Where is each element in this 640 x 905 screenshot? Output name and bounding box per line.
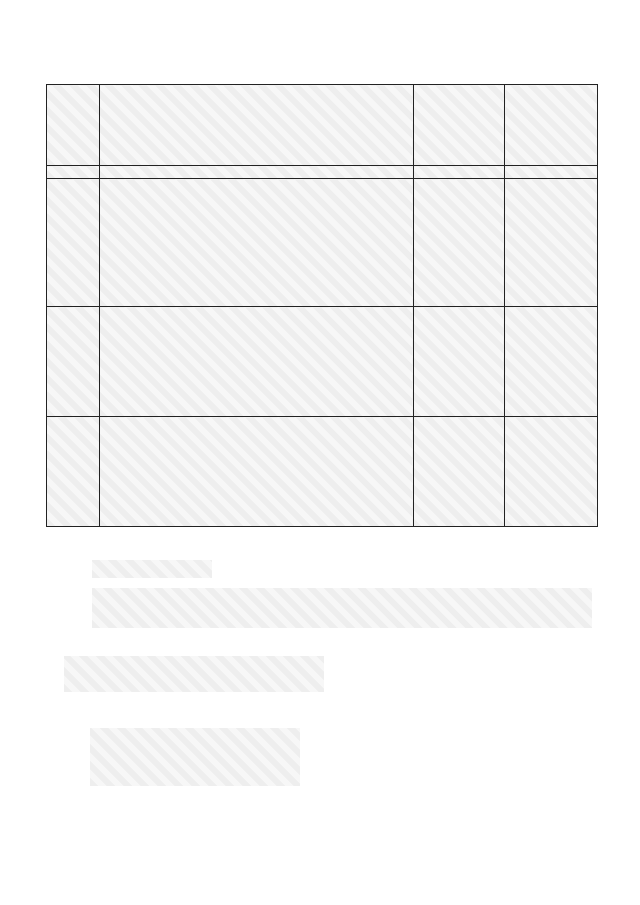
table-header-row [47, 85, 598, 166]
header-name [99, 85, 413, 166]
column-number-row [47, 166, 598, 179]
header-number [47, 85, 100, 166]
place-date-block [90, 728, 300, 786]
table-row [47, 307, 598, 417]
article-heading [92, 560, 212, 578]
header-cost [413, 85, 504, 166]
article-body [92, 588, 592, 628]
objects-table [46, 84, 598, 527]
table-row [47, 179, 598, 307]
signature-block [64, 656, 324, 692]
header-term [505, 85, 598, 166]
table-row [47, 417, 598, 527]
